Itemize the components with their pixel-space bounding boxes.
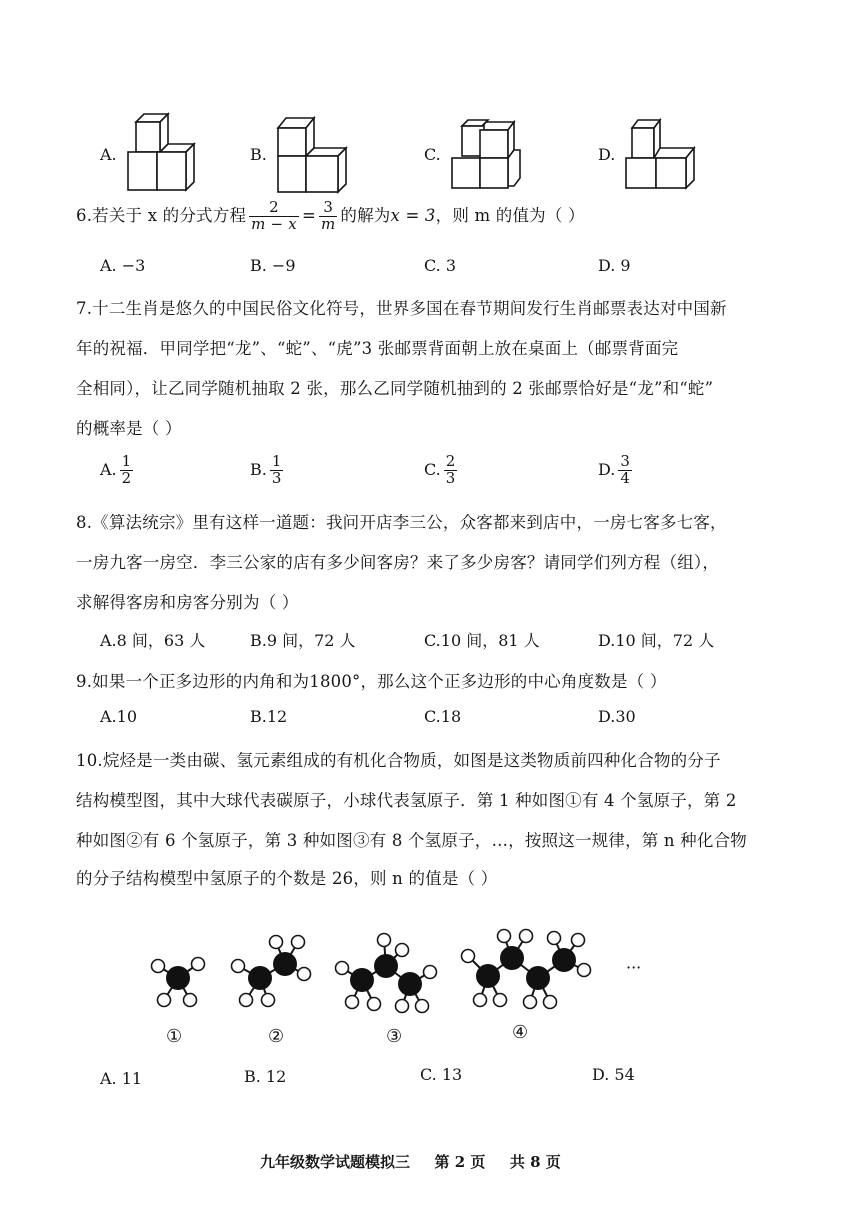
q7-option-a-num: 1: [121, 452, 132, 470]
q7-option-c-label: C.: [424, 459, 441, 479]
q7-option-a-label: A.: [100, 459, 117, 479]
q8-option-c: C.10 间，81 人: [424, 631, 540, 650]
q5-option-a-label: A.: [100, 145, 117, 164]
q6-stem: [76, 200, 585, 233]
q7-option-d-den: 4: [620, 468, 630, 487]
q10-figure-label-2: ②: [268, 1026, 285, 1047]
q10-figure-label-4: ④: [512, 1022, 529, 1043]
q10-option-a: A. 11: [100, 1069, 143, 1088]
q6-option-a: A. −3: [100, 256, 146, 275]
q5-option-d-label: D.: [598, 145, 616, 164]
q9-option-d: D.30: [598, 707, 636, 726]
q7-option-d-label: D.: [598, 459, 616, 479]
footer-page-number: 第 2 页: [434, 1153, 486, 1171]
q5-option-c-label: C.: [424, 145, 441, 164]
q5-option-b-label: B.: [250, 145, 267, 164]
page-footer: [260, 1151, 561, 1172]
q7-line-1: 7.十二生肖是悠久的中国民俗文化符号，世界多国在春节期间发行生肖邮票表达对中国新: [76, 299, 727, 318]
q10-figure-ellipsis: ···: [626, 958, 642, 977]
q10-figure-label-1: ①: [166, 1026, 183, 1047]
q7-option-d: [598, 454, 635, 487]
q6-option-d: D. 9: [598, 256, 631, 275]
q9-option-c: C.18: [424, 707, 462, 726]
q6-solution: x = 3: [390, 205, 436, 225]
q6-frac1-den: m − x: [251, 214, 297, 233]
q6-equals: =: [301, 205, 316, 225]
q7-line-3: 全相同），让乙同学随机抽取 2 张，那么乙同学随机抽到的 2 张邮票恰好是“龙”和“蛇”: [76, 379, 714, 398]
q8-option-a: A.8 间，63 人: [100, 631, 206, 650]
q7-option-b-num: 1: [271, 452, 282, 470]
q7-option-b: [250, 454, 286, 487]
q7-option-a: [100, 454, 136, 487]
q10-option-d: D. 54: [592, 1065, 635, 1084]
q7-option-b-label: B.: [250, 459, 267, 479]
q10-line-4: 的分子结构模型中氢原子的个数是 26，则 n 的值是（ ）: [76, 869, 498, 888]
q10-option-b: B. 12: [244, 1067, 287, 1086]
q7-line-4: 的概率是（ ）: [76, 419, 182, 438]
q7-option-c-num: 2: [445, 452, 456, 470]
q8-line-3: 求解得客房和房客分别为（ ）: [76, 593, 299, 612]
q10-line-1: 10.烷烃是一类由碳、氢元素组成的有机化合物质，如图是这类物质前四种化合物的分子: [76, 751, 721, 770]
q9-stem: 9.如果一个正多边形的内角和为1800°，那么这个正多边形的中心角度数是（ ）: [76, 672, 667, 691]
q6-fraction-right: [319, 200, 337, 233]
q6-suffix: ，则 m 的值为（ ）: [435, 205, 585, 225]
q8-option-d: D.10 间，72 人: [598, 631, 715, 650]
q9-option-b: B.12: [250, 707, 288, 726]
q7-option-a-den: 2: [121, 468, 132, 487]
q8-line-2: 一房九客一房空．李三公家的店有多少间客房？来了多少房客？请同学们列方程（组），: [76, 553, 720, 572]
q7-option-d-num: 3: [620, 452, 630, 470]
q7-option-c: [424, 454, 460, 487]
q6-option-b: B. −9: [250, 256, 296, 275]
q5-option-b-figure: [274, 114, 350, 194]
q7-option-c-den: 3: [445, 468, 456, 487]
q6-frac1-num: 2: [249, 200, 299, 217]
q7-option-b-den: 3: [271, 468, 282, 487]
q10-option-c: C. 13: [420, 1065, 463, 1084]
q8-option-b: B.9 间，72 人: [250, 631, 356, 650]
q10-figure-label-3: ③: [386, 1026, 403, 1047]
q6-fraction-left: [249, 200, 299, 233]
q7-line-2: 年的祝福．甲同学把“龙”、“蛇”、“虎”3 张邮票背面朝上放在桌面上（邮票背面完: [76, 339, 679, 358]
q10-molecule-figures: [140, 928, 660, 1028]
footer-exam-title: 九年级数学试题模拟三: [260, 1153, 411, 1171]
footer-total-pages: 共 8 页: [509, 1153, 561, 1171]
q9-option-a: A.10: [100, 707, 137, 726]
q6-frac2-den: m: [320, 214, 336, 233]
q10-line-3: 种如图②有 6 个氢原子，第 3 种如图③有 8 个氢原子，…，按照这一规律，第 n 种化合物: [76, 831, 747, 850]
q6-middle: 的解为: [340, 205, 391, 225]
q6-frac2-num: 3: [319, 200, 337, 217]
q5-option-d-figure: [622, 116, 702, 194]
q5-option-c-figure: [448, 116, 526, 194]
q8-line-1: 8.《算法统宗》里有这样一道题：我问开店李三公，众客都来到店中，一房七客多七客，: [76, 513, 727, 532]
q5-option-a-figure: [124, 112, 196, 192]
q6-prefix: 6.若关于 x 的分式方程: [76, 205, 247, 225]
q6-option-c: C. 3: [424, 256, 457, 275]
q10-line-2: 结构模型图，其中大球代表碳原子，小球代表氢原子．第 1 种如图①有 4 个氢原子，第 2: [76, 791, 737, 810]
